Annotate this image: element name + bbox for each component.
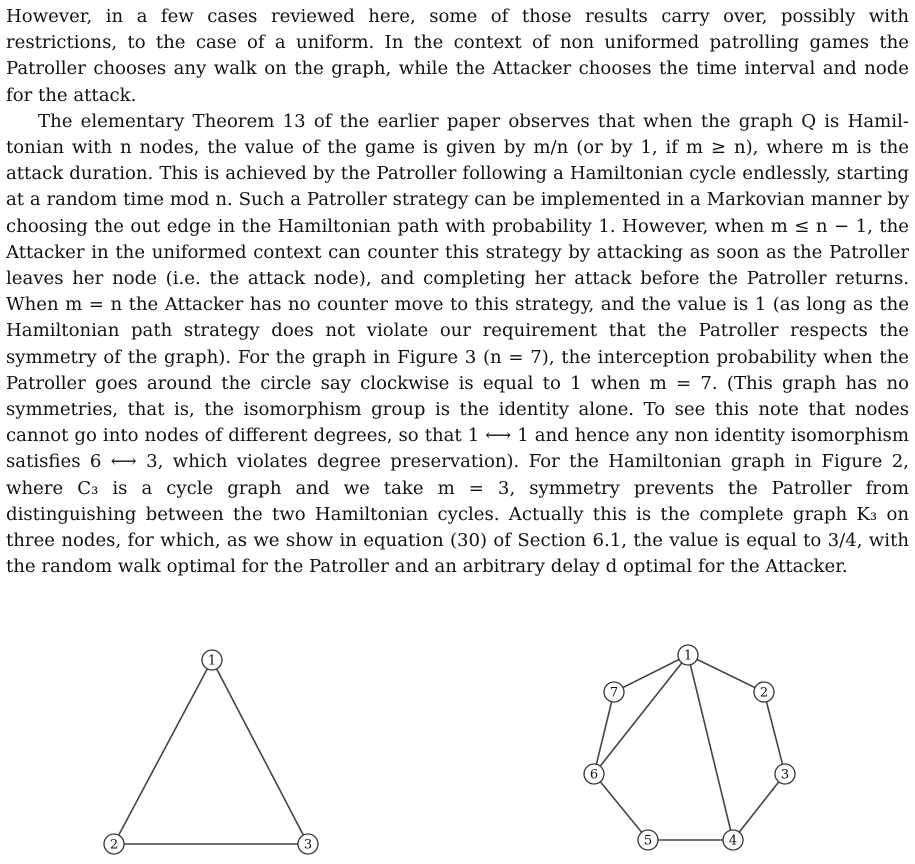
- fig2-node-label-1: 1: [207, 653, 217, 669]
- fig3-edge-1-2: [688, 655, 764, 692]
- fig3-edge-7-1: [614, 655, 688, 692]
- fig3-node-label-2: 2: [759, 685, 769, 701]
- fig3-edge-2-3: [764, 692, 785, 774]
- paragraph-2: The elementary Theorem 13 of the earlier paper observes that when the graph Q is Hamiltonian with n nodes, the value of the game is given by m/n (or by 1, if m ≥ n), where m is the attack duration. This is achieved by the Patroller following a Hamiltonian cycle endlessly, starting at a random time mod n. Such a Patroller strategy can be implemented in a Markovian manner by choosing the out edge in the Hamiltonian path with probability 1. However, when m ≤ n − 1, the Attacker in the uniformed context can counter this strategy by attacking as soon as the Patroller leaves her node (i.e. the attack node), and completing her attack before the Patroller returns. When m = n the Attacker has no counter move to this strategy, and the value is 1 (as long as the Hamiltonian path strategy does not violate our requirement that the Patroller respects the symmetry of the graph). For the graph in Figure 3 (n = 7), the interception probability when the Patroller goes around the circle say clockwise is equal to 1 when m = 7. (This graph has no symmetries, that is, the isomorphism group is the identity alone. To see this note that nodes cannot go into nodes of different degrees, so that 1 ⟷ 1 and hence any non identity isomorphism satisfies 6 ⟷ 3, which violates degree preservation). For the Hamiltonian graph in Figure 2, where C₃ is a cycle graph and we take m = 3, symmetry prevents the Patroller from distinguishing between the two Hamiltonian cycles. Actually this is the complete graph K₃ on three nodes, for which, as we show in equation (30) of Section 6.1, the value is equal to 3/4, with the random walk optimal for the Patroller and an arbitrary delay d optimal for the Attacker.: [6, 110, 909, 578]
- fig2-node-label-3: 3: [303, 837, 313, 853]
- fig3-node-label-4: 4: [728, 833, 738, 849]
- fig3-node-label-1: 1: [683, 648, 693, 664]
- fig3-edge-1-4: [688, 655, 733, 840]
- fig3-node-label-5: 5: [643, 833, 653, 849]
- fig3-node-label-6: 6: [589, 767, 599, 783]
- paper-page: [6, 4, 909, 580]
- fig2-node-label-2: 2: [109, 837, 119, 853]
- fig2-edge-1-2: [114, 660, 212, 844]
- figure-2-triangle-graph: [0, 640, 915, 864]
- fig3-node-label-3: 3: [780, 767, 790, 783]
- fig3-edge-5-6: [594, 774, 648, 840]
- fig3-node-label-7: 7: [609, 685, 619, 701]
- figures: [0, 640, 915, 864]
- paragraph-1: However, in a few cases reviewed here, some of those results carry over, possibly with restrictions, to the case of a uniform. In the context of non uniformed patrolling games the Patroller chooses any walk on the graph, while the Attacker chooses the time interval and node for the attack.: [6, 6, 909, 106]
- fig3-edge-3-4: [733, 774, 785, 840]
- fig2-edge-1-3: [212, 660, 308, 844]
